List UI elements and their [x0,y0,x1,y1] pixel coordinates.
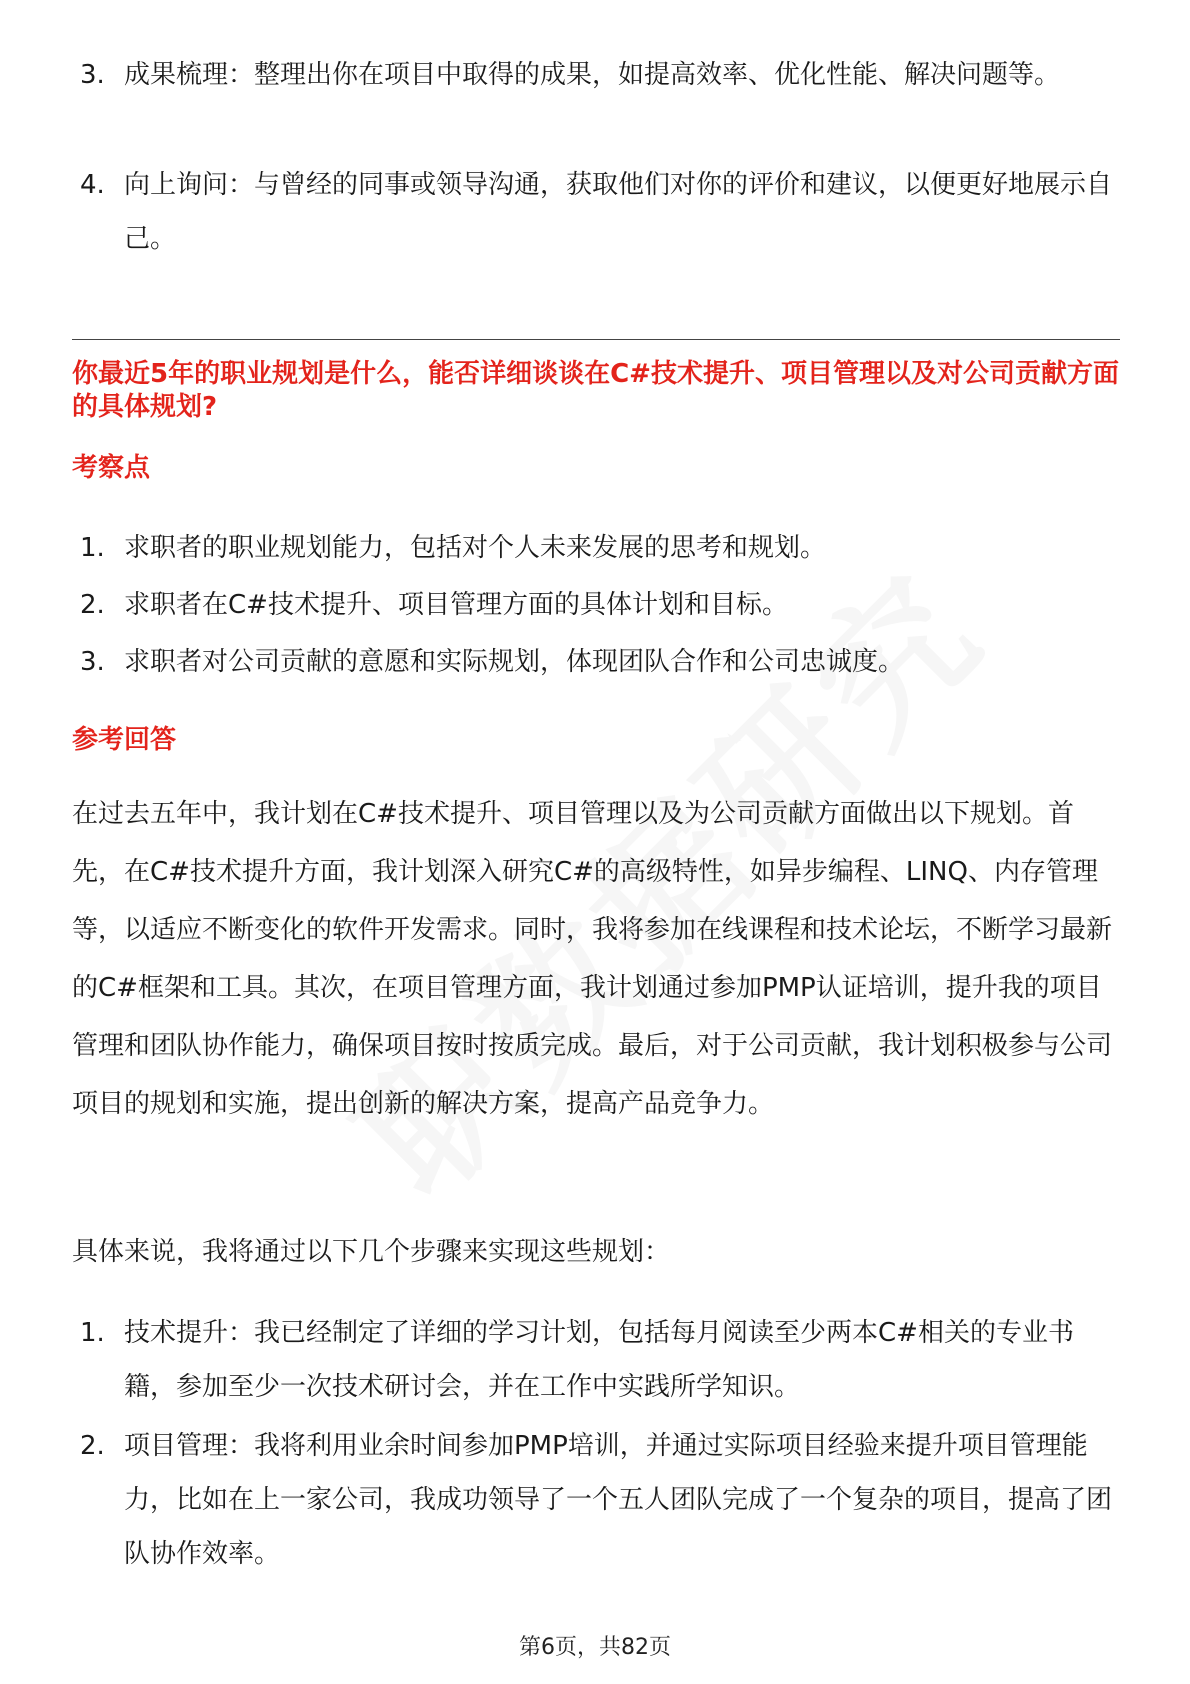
list-text: 成果梳理：整理出你在项目中取得的成果，如提高效率、优化性能、解决问题等。 [124,60,1061,90]
list-number: 1. [80,1318,105,1348]
page-number: 第6页，共82页 [519,1635,671,1660]
list-number: 1. [80,533,105,563]
list-number: 2. [80,1431,105,1461]
list-item [80,1306,1120,1416]
list-item [80,158,1120,268]
list-number: 2. [80,590,105,620]
section-divider [72,339,1120,340]
list-text: 求职者对公司贡献的意愿和实际规划，体现团队合作和公司忠诚度。 [124,647,905,677]
list-text: 项目管理：我将利用业余时间参加PMP培训，并通过实际项目经验来提升项目管理能力，比如在上一家公司，我成功领导了一个五人团队完成了一个复杂的项目，提高了团队协作效率。 [124,1431,1113,1569]
answer-heading: 参考回答 [72,725,177,755]
list-item [80,635,1120,689]
list-text: 向上询问：与曾经的同事或领导沟通，获取他们对你的评价和建议，以便更好地展示自己。 [124,170,1113,254]
list-number: 3. [80,60,105,90]
list-item [80,521,1120,575]
list-text: 求职者在C#技术提升、项目管理方面的具体计划和目标。 [124,590,788,620]
answer-paragraph: 在过去五年中，我计划在C#技术提升、项目管理以及为公司贡献方面做出以下规划。首先，在C#技术提升方面，我计划深入研究C#的高级特性，如异步编程、LINQ、内存管理等，以适应不断变化的软件开发需求。同时，我将参加在线课程和技术论坛，不断学习最新的C#框架和工具。其次，在项目管理方面，我计划通过参加PMP认证培训，提升我的项目管理和团队协作能力，确保项目按时按质完成。最后，对于公司贡献，我计划积极参与公司项目的规划和实施，提出创新的解决方案，提高产品竞争力。 [72,799,1113,1119]
list-number: 3. [80,647,105,677]
question-title: 你最近5年的职业规划是什么，能否详细谈谈在C#技术提升、项目管理以及对公司贡献方面的具体规划? [72,359,1119,422]
answer-paragraph: 具体来说，我将通过以下几个步骤来实现这些规划： [72,1237,671,1267]
list-text: 技术提升：我已经制定了详细的学习计划，包括每月阅读至少两本C#相关的专业书籍，参加至少一次技术研讨会，并在工作中实践所学知识。 [124,1318,1074,1402]
list-number: 4. [80,170,105,200]
exam-points-heading: 考察点 [72,453,151,483]
list-item [80,48,1120,158]
list-item [80,1419,1120,1583]
list-item [80,578,1120,632]
list-text: 求职者的职业规划能力，包括对个人未来发展的思考和规划。 [124,533,827,563]
